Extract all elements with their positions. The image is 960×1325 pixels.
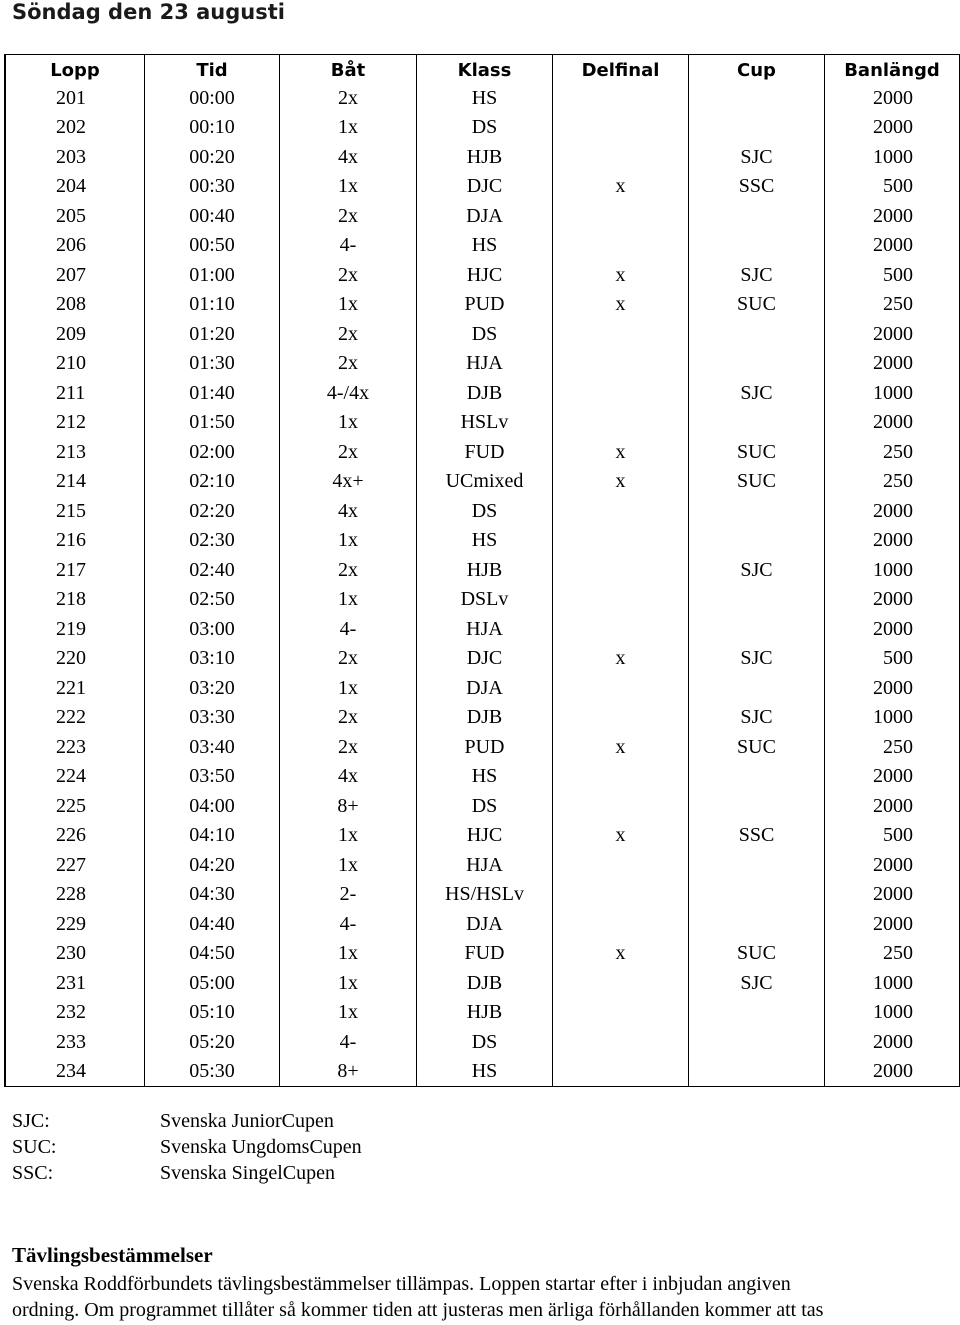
cell-delfinal (553, 142, 689, 172)
cell-klass: DJA (417, 673, 553, 703)
legend-abbreviation: SUC: (12, 1136, 57, 1158)
cell-bat: 2x (280, 644, 417, 674)
cell-klass: HJB (417, 555, 553, 585)
cell-lopp: 217 (6, 555, 145, 585)
cell-bat: 1x (280, 290, 417, 320)
cell-banlangd: 2000 (825, 496, 960, 526)
cell-delfinal (553, 1057, 689, 1087)
cell-tid: 03:20 (145, 673, 280, 703)
cell-cup: SJC (689, 555, 825, 585)
legend-abbreviation: SSC: (12, 1162, 54, 1184)
legend-description: Svenska UngdomsCupen (160, 1136, 362, 1158)
cell-lopp: 208 (6, 290, 145, 320)
table-row (6, 319, 960, 349)
cell-klass: HJB (417, 142, 553, 172)
cell-banlangd: 2000 (825, 408, 960, 438)
cell-klass: HJA (417, 614, 553, 644)
legend-item (12, 1134, 362, 1160)
cell-lopp: 207 (6, 260, 145, 290)
cell-tid: 04:10 (145, 821, 280, 851)
table-row (6, 585, 960, 615)
cell-banlangd: 250 (825, 939, 960, 969)
rules-line: Svenska Roddförbundets tävlingsbestämmelser tillämpas. Loppen startar efter i inbjudan angiven (12, 1273, 791, 1295)
cell-cup (689, 762, 825, 792)
header-delfinal: Delfinal (553, 55, 689, 83)
cell-bat: 4x (280, 142, 417, 172)
cell-banlangd: 1000 (825, 142, 960, 172)
cell-cup: SUC (689, 290, 825, 320)
cell-tid: 01:00 (145, 260, 280, 290)
cell-delfinal: x (553, 467, 689, 497)
cell-banlangd: 2000 (825, 673, 960, 703)
table-row (6, 732, 960, 762)
cell-lopp: 226 (6, 821, 145, 851)
table-row (6, 408, 960, 438)
cell-bat: 4- (280, 614, 417, 644)
cell-cup (689, 850, 825, 880)
cell-banlangd: 250 (825, 732, 960, 762)
legend-abbreviation: SJC: (12, 1110, 50, 1132)
cell-cup (689, 526, 825, 556)
cell-klass: DS (417, 791, 553, 821)
table-row (6, 349, 960, 379)
cell-tid: 05:30 (145, 1057, 280, 1087)
cell-bat: 4- (280, 909, 417, 939)
cell-lopp: 209 (6, 319, 145, 349)
cell-cup: SJC (689, 142, 825, 172)
cell-lopp: 232 (6, 998, 145, 1028)
cell-bat: 1x (280, 585, 417, 615)
table-row (6, 172, 960, 202)
cell-banlangd: 2000 (825, 83, 960, 113)
cell-tid: 02:20 (145, 496, 280, 526)
table-header-row (6, 55, 960, 83)
cell-bat: 1x (280, 526, 417, 556)
cell-bat: 4- (280, 1027, 417, 1057)
cell-cup: SUC (689, 437, 825, 467)
cell-bat: 4- (280, 231, 417, 261)
cell-banlangd: 1000 (825, 378, 960, 408)
table-row (6, 1027, 960, 1057)
cell-cup: SUC (689, 732, 825, 762)
legend-item (12, 1108, 362, 1134)
table-row (6, 673, 960, 703)
cell-bat: 1x (280, 821, 417, 851)
cell-klass: DS (417, 113, 553, 143)
cell-bat: 2x (280, 555, 417, 585)
cell-delfinal (553, 1027, 689, 1057)
cell-klass: DS (417, 496, 553, 526)
header-banlangd: Banlängd (825, 55, 960, 83)
cell-bat: 1x (280, 408, 417, 438)
cell-bat: 2x (280, 319, 417, 349)
cell-lopp: 231 (6, 968, 145, 998)
cell-delfinal (553, 703, 689, 733)
cell-delfinal (553, 673, 689, 703)
cell-banlangd: 2000 (825, 231, 960, 261)
cell-klass: HSLv (417, 408, 553, 438)
cell-klass: HJB (417, 998, 553, 1028)
cell-klass: PUD (417, 732, 553, 762)
cell-bat: 2x (280, 201, 417, 231)
rules-line: ordning. Om programmet tillåter så kommer tiden att justeras men ärliga förhållanden kommer att tas (12, 1299, 824, 1321)
cell-delfinal (553, 968, 689, 998)
cell-bat: 8+ (280, 791, 417, 821)
legend-description: Svenska JuniorCupen (160, 1110, 334, 1132)
cell-lopp: 203 (6, 142, 145, 172)
cell-banlangd: 2000 (825, 113, 960, 143)
cell-tid: 00:00 (145, 83, 280, 113)
cell-cup (689, 1027, 825, 1057)
cell-delfinal (553, 880, 689, 910)
page-heading: Söndag den 23 augusti (12, 0, 285, 24)
cell-klass: FUD (417, 939, 553, 969)
cell-cup: SJC (689, 703, 825, 733)
cell-klass: HS (417, 1057, 553, 1087)
cell-banlangd: 500 (825, 172, 960, 202)
cell-cup (689, 791, 825, 821)
table-row (6, 880, 960, 910)
cell-klass: HS (417, 231, 553, 261)
cell-banlangd: 500 (825, 821, 960, 851)
cell-bat: 2x (280, 349, 417, 379)
cell-lopp: 225 (6, 791, 145, 821)
cell-klass: HJA (417, 349, 553, 379)
cell-delfinal: x (553, 939, 689, 969)
cell-tid: 05:20 (145, 1027, 280, 1057)
cell-klass: HS (417, 762, 553, 792)
cell-lopp: 204 (6, 172, 145, 202)
cell-bat: 8+ (280, 1057, 417, 1087)
cell-banlangd: 1000 (825, 968, 960, 998)
cell-banlangd: 2000 (825, 880, 960, 910)
cell-delfinal (553, 408, 689, 438)
table-row (6, 939, 960, 969)
cell-lopp: 221 (6, 673, 145, 703)
table-row (6, 231, 960, 261)
cell-tid: 02:00 (145, 437, 280, 467)
cell-banlangd: 2000 (825, 850, 960, 880)
cell-cup (689, 998, 825, 1028)
cell-lopp: 215 (6, 496, 145, 526)
table-row (6, 555, 960, 585)
cell-bat: 2x (280, 83, 417, 113)
cell-bat: 4-/4x (280, 378, 417, 408)
table-row (6, 644, 960, 674)
cell-delfinal (553, 850, 689, 880)
cell-cup (689, 585, 825, 615)
cell-delfinal (553, 526, 689, 556)
cell-banlangd: 2000 (825, 585, 960, 615)
table-row (6, 467, 960, 497)
cell-tid: 00:30 (145, 172, 280, 202)
cell-cup (689, 673, 825, 703)
cell-klass: HJC (417, 260, 553, 290)
cell-lopp: 224 (6, 762, 145, 792)
cell-lopp: 216 (6, 526, 145, 556)
cell-cup: SJC (689, 378, 825, 408)
cell-cup (689, 319, 825, 349)
schedule-table (5, 55, 960, 1087)
cell-delfinal: x (553, 644, 689, 674)
cell-klass: HS (417, 526, 553, 556)
cell-klass: DJA (417, 201, 553, 231)
cell-lopp: 210 (6, 349, 145, 379)
cell-lopp: 218 (6, 585, 145, 615)
cell-klass: DSLv (417, 585, 553, 615)
table-row (6, 998, 960, 1028)
cell-tid: 00:40 (145, 201, 280, 231)
cell-bat: 1x (280, 673, 417, 703)
cell-tid: 00:10 (145, 113, 280, 143)
cell-lopp: 222 (6, 703, 145, 733)
cell-cup: SJC (689, 644, 825, 674)
cell-klass: DS (417, 319, 553, 349)
cell-klass: UCmixed (417, 467, 553, 497)
table-row (6, 1057, 960, 1087)
cell-banlangd: 2000 (825, 1027, 960, 1057)
cell-delfinal: x (553, 172, 689, 202)
cell-tid: 01:10 (145, 290, 280, 320)
cell-banlangd: 2000 (825, 614, 960, 644)
cell-lopp: 214 (6, 467, 145, 497)
cell-banlangd: 2000 (825, 909, 960, 939)
rules-paragraph (12, 1271, 952, 1323)
cell-cup (689, 496, 825, 526)
cell-tid: 01:30 (145, 349, 280, 379)
cell-lopp: 233 (6, 1027, 145, 1057)
cell-tid: 05:10 (145, 998, 280, 1028)
cell-banlangd: 2000 (825, 319, 960, 349)
table-row (6, 201, 960, 231)
cell-lopp: 212 (6, 408, 145, 438)
cell-cup (689, 231, 825, 261)
table-row (6, 142, 960, 172)
cell-klass: HS (417, 83, 553, 113)
cell-lopp: 219 (6, 614, 145, 644)
cell-bat: 2x (280, 732, 417, 762)
table-row (6, 762, 960, 792)
cell-lopp: 220 (6, 644, 145, 674)
header-cup: Cup (689, 55, 825, 83)
cell-delfinal (553, 201, 689, 231)
table-row (6, 290, 960, 320)
cell-lopp: 206 (6, 231, 145, 261)
table-row (6, 850, 960, 880)
cell-bat: 4x (280, 762, 417, 792)
cell-lopp: 228 (6, 880, 145, 910)
cell-banlangd: 2000 (825, 791, 960, 821)
cell-banlangd: 1000 (825, 703, 960, 733)
cell-banlangd: 250 (825, 467, 960, 497)
legend-description: Svenska SingelCupen (160, 1162, 335, 1184)
schedule-table-body (6, 83, 960, 1087)
cell-cup (689, 349, 825, 379)
cell-bat: 2x (280, 437, 417, 467)
cell-delfinal (553, 496, 689, 526)
cell-tid: 04:40 (145, 909, 280, 939)
cell-tid: 03:50 (145, 762, 280, 792)
cell-tid: 01:40 (145, 378, 280, 408)
header-bat: Båt (280, 55, 417, 83)
cell-tid: 00:50 (145, 231, 280, 261)
cell-banlangd: 2000 (825, 349, 960, 379)
cell-bat: 2- (280, 880, 417, 910)
cell-tid: 00:20 (145, 142, 280, 172)
table-row (6, 526, 960, 556)
cell-klass: DJC (417, 172, 553, 202)
cell-cup: SSC (689, 172, 825, 202)
cell-delfinal (553, 909, 689, 939)
cup-legend (12, 1108, 362, 1186)
cell-klass: DJB (417, 378, 553, 408)
table-row (6, 791, 960, 821)
cell-tid: 02:10 (145, 467, 280, 497)
table-row (6, 113, 960, 143)
cell-banlangd: 2000 (825, 526, 960, 556)
cell-delfinal (553, 349, 689, 379)
cell-delfinal (553, 555, 689, 585)
rules-heading: Tävlingsbestämmelser (12, 1243, 213, 1267)
cell-klass: DJC (417, 644, 553, 674)
cell-delfinal (553, 83, 689, 113)
cell-cup: SSC (689, 821, 825, 851)
cell-delfinal (553, 614, 689, 644)
cell-klass: FUD (417, 437, 553, 467)
cell-delfinal: x (553, 290, 689, 320)
cell-banlangd: 500 (825, 644, 960, 674)
cell-cup: SJC (689, 260, 825, 290)
cell-cup (689, 113, 825, 143)
header-tid: Tid (145, 55, 280, 83)
cell-tid: 04:30 (145, 880, 280, 910)
table-row (6, 378, 960, 408)
cell-tid: 04:00 (145, 791, 280, 821)
cell-banlangd: 250 (825, 290, 960, 320)
table-row (6, 496, 960, 526)
cell-klass: DJB (417, 968, 553, 998)
cell-klass: DJB (417, 703, 553, 733)
cell-lopp: 230 (6, 939, 145, 969)
cell-bat: 2x (280, 703, 417, 733)
cell-delfinal (553, 113, 689, 143)
cell-cup: SUC (689, 467, 825, 497)
cell-bat: 4x+ (280, 467, 417, 497)
cell-delfinal (553, 585, 689, 615)
cell-cup (689, 408, 825, 438)
cell-delfinal (553, 998, 689, 1028)
cell-tid: 01:50 (145, 408, 280, 438)
cell-tid: 02:40 (145, 555, 280, 585)
cell-klass: HS/HSLv (417, 880, 553, 910)
cell-tid: 03:00 (145, 614, 280, 644)
cell-cup: SJC (689, 968, 825, 998)
cell-delfinal (553, 319, 689, 349)
cell-lopp: 213 (6, 437, 145, 467)
cell-tid: 03:40 (145, 732, 280, 762)
cell-banlangd: 2000 (825, 762, 960, 792)
table-row (6, 909, 960, 939)
cell-cup (689, 201, 825, 231)
cell-lopp: 202 (6, 113, 145, 143)
cell-delfinal (553, 378, 689, 408)
cell-tid: 03:30 (145, 703, 280, 733)
cell-banlangd: 500 (825, 260, 960, 290)
cell-cup: SUC (689, 939, 825, 969)
cell-tid: 05:00 (145, 968, 280, 998)
cell-delfinal (553, 762, 689, 792)
cell-lopp: 201 (6, 83, 145, 113)
cell-klass: PUD (417, 290, 553, 320)
table-row (6, 614, 960, 644)
cell-banlangd: 250 (825, 437, 960, 467)
cell-lopp: 229 (6, 909, 145, 939)
table-row (6, 260, 960, 290)
cell-delfinal: x (553, 732, 689, 762)
cell-lopp: 227 (6, 850, 145, 880)
table-row (6, 83, 960, 113)
cell-klass: DJA (417, 909, 553, 939)
cell-banlangd: 2000 (825, 201, 960, 231)
cell-cup (689, 880, 825, 910)
cell-cup (689, 1057, 825, 1087)
cell-lopp: 205 (6, 201, 145, 231)
cell-klass: DS (417, 1027, 553, 1057)
cell-delfinal (553, 231, 689, 261)
cell-klass: HJA (417, 850, 553, 880)
cell-lopp: 211 (6, 378, 145, 408)
cell-lopp: 223 (6, 732, 145, 762)
header-klass: Klass (417, 55, 553, 83)
cell-klass: HJC (417, 821, 553, 851)
table-row (6, 703, 960, 733)
cell-cup (689, 83, 825, 113)
cell-cup (689, 614, 825, 644)
table-row (6, 437, 960, 467)
cell-tid: 01:20 (145, 319, 280, 349)
cell-bat: 1x (280, 968, 417, 998)
cell-bat: 1x (280, 850, 417, 880)
cell-tid: 04:20 (145, 850, 280, 880)
table-row (6, 968, 960, 998)
cell-delfinal: x (553, 437, 689, 467)
cell-tid: 02:30 (145, 526, 280, 556)
cell-bat: 1x (280, 113, 417, 143)
cell-tid: 04:50 (145, 939, 280, 969)
cell-bat: 2x (280, 260, 417, 290)
table-row (6, 821, 960, 851)
cell-bat: 1x (280, 172, 417, 202)
schedule-table-container (4, 54, 960, 1087)
legend-item (12, 1160, 362, 1186)
cell-delfinal (553, 791, 689, 821)
cell-lopp: 234 (6, 1057, 145, 1087)
cell-bat: 1x (280, 998, 417, 1028)
cell-cup (689, 909, 825, 939)
cell-banlangd: 2000 (825, 1057, 960, 1087)
header-lopp: Lopp (6, 55, 145, 83)
cell-bat: 4x (280, 496, 417, 526)
cell-banlangd: 1000 (825, 555, 960, 585)
cell-tid: 03:10 (145, 644, 280, 674)
cell-delfinal: x (553, 260, 689, 290)
cell-banlangd: 1000 (825, 998, 960, 1028)
cell-bat: 1x (280, 939, 417, 969)
cell-tid: 02:50 (145, 585, 280, 615)
cell-delfinal: x (553, 821, 689, 851)
